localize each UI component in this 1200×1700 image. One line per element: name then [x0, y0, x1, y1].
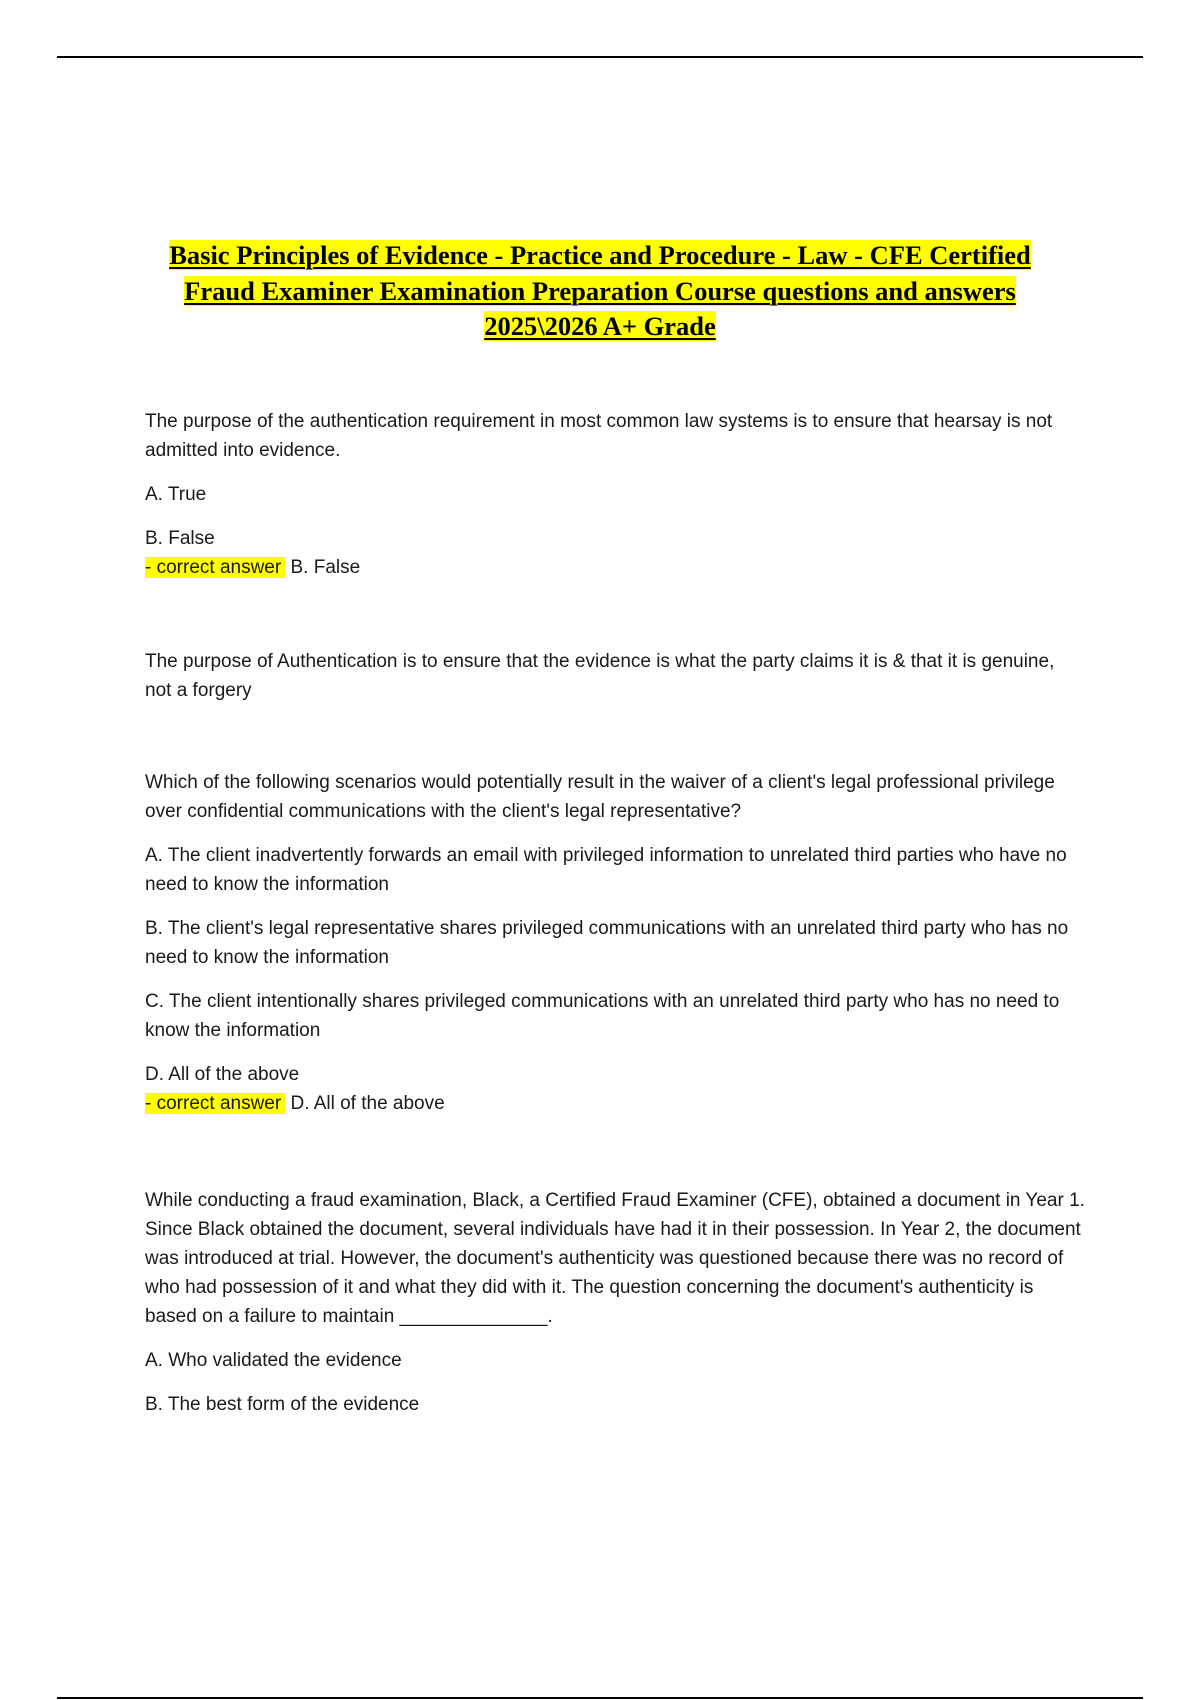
correct-answer-label: - correct answer: [145, 557, 285, 578]
question-text: While conducting a fraud examination, Black, a Certified Fraud Examiner (CFE), obtained a document in Year 1. Since Black obtained the document, several individuals have had it in their possession. In Year 2, the document was introduced at trial. However, the document's authenticity was questioned because there was no record of who had possession of it and what they did with it. The question concerning the document's authenticity is based on a failure to maintain ______________.: [145, 1190, 1085, 1327]
footer-rule: [57, 1697, 1143, 1699]
correct-answer-value: B. False: [285, 557, 361, 578]
title-line: Fraud Examiner Examination Preparation Course questions and answers: [184, 275, 1016, 306]
answer-option: D. All of the above: [145, 1064, 300, 1085]
question-block: [145, 768, 1085, 1118]
correct-answer: [145, 1089, 1085, 1118]
correct-answer-label: - correct answer: [145, 1093, 285, 1114]
correct-answer: [145, 553, 1085, 582]
answer-option: B. False: [145, 528, 215, 549]
answer-option: B. The client's legal representative shares privileged communications with an unrelated third party who has no need to know the information: [145, 918, 1069, 968]
question-text: The purpose of Authentication is to ensure that the evidence is what the party claims it is & that it is genuine, not a forgery: [145, 651, 1055, 701]
question-block: [145, 647, 1085, 705]
answer-option: B. The best form of the evidence: [145, 1394, 420, 1415]
answer-option: C. The client intentionally shares privileged communications with an unrelated third party who has no need to know the information: [145, 991, 1060, 1041]
header-rule: [57, 56, 1143, 58]
document-title: [120, 238, 1080, 345]
question-text: The purpose of the authentication requirement in most common law systems is to ensure that hearsay is not admitted into evidence.: [145, 411, 1053, 461]
answer-option: A. True: [145, 484, 207, 505]
title-line: Basic Principles of Evidence - Practice and Procedure - Law - CFE Certified: [169, 240, 1031, 270]
question-text: Which of the following scenarios would potentially result in the waiver of a client's legal professional privilege over confidential communications with the client's legal representative?: [145, 772, 1055, 822]
correct-answer-value: D. All of the above: [285, 1093, 445, 1114]
title-line: 2025\2026 A+ Grade: [484, 311, 716, 341]
answer-option: A. The client inadvertently forwards an email with privileged information to unrelated third parties who have no need to know the information: [145, 845, 1067, 895]
question-block: [145, 1186, 1085, 1419]
answer-option: A. Who validated the evidence: [145, 1350, 402, 1371]
question-block: [145, 407, 1085, 582]
